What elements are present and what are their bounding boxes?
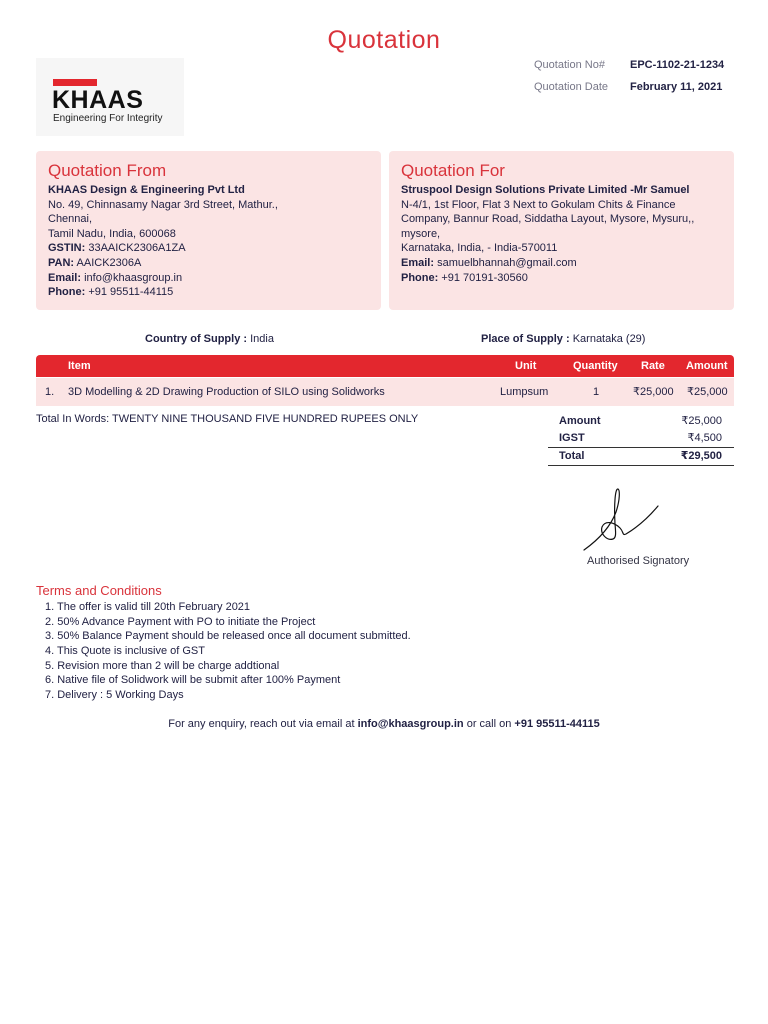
phone-label: Phone: [401, 271, 439, 284]
for-address-line: Company, Bannur Road, Siddatha Layout, Mysore, Mysuru,, [401, 213, 695, 226]
signature-stroke [584, 489, 658, 550]
quotation-for-heading: Quotation For [401, 161, 505, 180]
list-item: 7. Delivery : 5 Working Days [45, 689, 184, 702]
row-amount: ₹25,000 [687, 386, 728, 398]
totals-igst-value: ₹4,500 [687, 432, 722, 444]
totals-summary [548, 413, 734, 466]
from-email [48, 271, 369, 286]
totals-amount-value: ₹25,000 [681, 415, 722, 427]
quotation-from-panel [36, 151, 381, 310]
list-item: 1. The offer is valid till 20th February 2021 [45, 601, 251, 613]
from-address-line: Chennai, [48, 213, 93, 226]
header-rate: Rate [641, 360, 665, 372]
header-item: Item [68, 360, 91, 372]
phone-label: Phone: [48, 286, 86, 299]
for-company: Struspool Design Solutions Private Limited -Mr Samuel [401, 184, 690, 196]
items-table-header [36, 355, 734, 377]
authorised-signatory-label: Authorised Signatory [587, 555, 690, 567]
quotation-number-label: Quotation No# [534, 59, 605, 71]
from-address-line: Tamil Nadu, India, 600068 [48, 227, 176, 240]
place-of-supply [481, 333, 645, 345]
from-gstin [48, 241, 369, 256]
quotation-date-label: Quotation Date [534, 81, 608, 93]
terms-heading: Terms and Conditions [36, 583, 162, 598]
place-of-supply-label: Place of Supply : [481, 333, 570, 345]
email-label: Email: [401, 256, 435, 269]
footer-enquiry [0, 718, 768, 730]
header-amount: Amount [686, 360, 728, 372]
from-company: KHAAS Design & Engineering Pvt Ltd [48, 184, 245, 196]
row-rate: ₹25,000 [633, 386, 674, 398]
for-phone [401, 271, 722, 286]
email-value: info@khaasgroup.in [84, 271, 183, 284]
from-address-line: No. 49, Chinnasamy Nagar 3rd Street, Mathur., [48, 198, 278, 211]
pan-label: PAN: [48, 256, 75, 269]
terms-list [36, 600, 411, 703]
list-item: 6. Native file of Solidwork will be submit after 100% Payment [45, 674, 341, 687]
gstin-value: 33AAICK2306A1ZA [88, 242, 186, 255]
totals-igst-row [548, 430, 734, 447]
country-of-supply [145, 333, 274, 345]
from-pan [48, 256, 369, 271]
country-of-supply-label: Country of Supply : [145, 333, 248, 345]
for-address-line: N-4/1, 1st Floor, Flat 3 Next to Gokulam Chits & Finance [401, 198, 676, 211]
list-item: 5. Revision more than 2 will be charge addtional [45, 659, 280, 672]
from-phone [48, 285, 369, 300]
list-item: 3. 50% Balance Payment should be released once all document submitted. [45, 630, 411, 643]
for-email [401, 256, 722, 271]
row-quantity: 1 [593, 386, 600, 398]
row-unit: Lumpsum [500, 386, 549, 398]
quotation-number-row [534, 59, 724, 81]
totals-total-row [548, 447, 734, 466]
list-item: 4. This Quote is inclusive of GST [45, 645, 205, 658]
table-row [36, 378, 734, 406]
totals-amount-row [548, 413, 734, 430]
quotation-for-panel [389, 151, 734, 310]
total-in-words: Total In Words: TWENTY NINE THOUSAND FIVE HUNDRED RUPEES ONLY [36, 413, 419, 425]
gstin-label: GSTIN: [48, 242, 86, 255]
footer-prefix: For any enquiry, reach out via email at [168, 718, 355, 730]
quotation-meta [534, 59, 724, 103]
country-of-supply-value: India [250, 333, 274, 345]
totals-igst-label: IGST [559, 432, 585, 444]
for-address-line: Karnataka, India, - India-570011 [401, 242, 558, 255]
logo-bar [53, 79, 97, 86]
totals-total-value: ₹29,500 [680, 450, 722, 462]
footer-email-link[interactable]: info@khaasgroup.in [357, 718, 464, 730]
place-of-supply-value: Karnataka (29) [572, 333, 646, 345]
footer-middle: or call on [466, 718, 512, 730]
footer-phone: +91 95511-44115 [514, 718, 600, 730]
row-index: 1. [45, 386, 55, 398]
for-address-line: mysore, [401, 227, 441, 240]
header-quantity: Quantity [573, 360, 618, 372]
totals-amount-label: Amount [559, 415, 601, 427]
header-unit: Unit [515, 360, 537, 372]
totals-total-label: Total [559, 450, 585, 462]
logo-tagline: Engineering For Integrity [53, 113, 163, 124]
quotation-from-heading: Quotation From [48, 161, 167, 180]
quotation-date: February 11, 2021 [630, 81, 723, 93]
logo-name: KHAAS [52, 86, 144, 114]
phone-value: +91 95511-44115 [88, 286, 174, 299]
row-item: 3D Modelling & 2D Drawing Production of SILO using Solidworks [68, 386, 385, 398]
signature-image [580, 484, 666, 552]
quotation-date-row [534, 81, 724, 103]
email-value: samuelbhannah@gmail.com [437, 256, 577, 269]
list-item: 2. 50% Advance Payment with PO to initiate the Project [45, 615, 316, 628]
email-label: Email: [48, 271, 82, 284]
company-logo [36, 58, 184, 136]
document-title: Quotation [327, 26, 441, 54]
phone-value: +91 70191-30560 [441, 271, 528, 284]
quotation-number: EPC-1102-21-1234 [630, 59, 725, 71]
pan-value: AAICK2306A [76, 256, 142, 269]
